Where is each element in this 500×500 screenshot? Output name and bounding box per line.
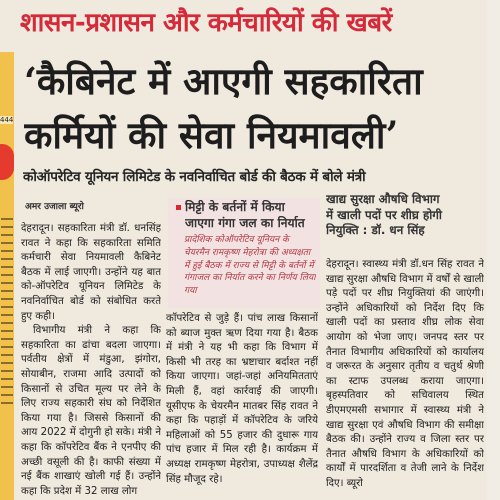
article-paragraph: कॉपरेटिव से जुड़े हैं। पांच लाख किसानों को ब्याज मुक्त ऋण दिया गया है। बैठक में मंत्री ने यह भी कहा कि विभाग में किसी भी तरह का भ्रष्टाचार बर्दाश्त नहीं किया जाएगा। जहां-जहां अनियमितताएं मिली हैं, वहां कार्रवाई की जाएगी। यूसीएफ के चेयरमैन मातबर सिंह रावत ने कहा कि पहाड़ों में कॉपरेटिव के जरिये महिलाओं को 55 हजार की दुधारू गाय पांच हजार में मिल रही है। कार्यक्रम में अध्यक्ष रामकृष्ण मेहरोत्रा, उपाध्यक्ष शैलेंद्र सिंह मौजूद रहे।: [166, 313, 318, 485]
box-title-line: मिट्टी के बर्तनों में किया: [185, 200, 285, 214]
headline-line: ‘कैबिनेट में आएगी सहकारिता: [24, 59, 423, 103]
red-badge-icon: [0, 144, 14, 180]
article-column-left: [21, 222, 161, 498]
box-title: [185, 200, 320, 231]
side-news-box: [168, 198, 320, 308]
headline-line: कर्मियों की सेवा नियमावली’: [24, 113, 399, 157]
box-text: प्रादेशिक कोऑपरेटिव यूनियन के चेयरमैन रामकृष्ण मेहरोत्रा की अध्यक्षता में हुई बैठक में राज्य से मिट्टी के बर्तनों में गंगाजल का निर्यात करने का निर्णय लिया गया: [184, 235, 316, 297]
section-title: शासन-प्रशासन और कर्मचारियों की खबरें: [20, 8, 392, 38]
right-headline-line: नियुक्ति : डॉ. धन सिंह: [326, 223, 425, 237]
main-headline: [24, 54, 484, 162]
article-paragraph: देहरादून। स्वास्थ्य मंत्री डॉ.धन सिंह रावत ने खाद्य सुरक्षा औषधि विभाग में वर्षों से खाली पड़े पदों पर शीघ्र नियुक्तियां की जाएंगी। उन्होंने अधिकारियों को निर्देश दिए कि खाली पदों का प्रस्ताव शीघ्र लोक सेवा आयोग को भेजा जाए। जनपद स्तर पर तैनात विभागीय अधिकारियों को कार्यालय व जरूरत के अनुसार तृतीय व चतुर्थ श्रेणी का स्टाफ उपलब्ध कराया जाएगा। बृहस्पतिवार को सचिवालय स्थित डीएमएमसी सभागार में स्वास्थ्य मंत्री ने खाद्य सुरक्षा एवं औषधि विभाग की समीक्षा बैठक की। उन्होंने राज्य व जिला स्तर पर तैनात औषधि विभाग के अधिकारियों को कार्यों में पारदर्शिता व तेजी लाने के निर्देश दिए। ब्यूरो: [326, 259, 484, 489]
red-square-icon: [176, 205, 181, 210]
right-article-headline: [326, 192, 486, 239]
adjacent-page-edge: [487, 0, 500, 500]
article-paragraph: विभागीय मंत्री ने कहा कि सहकारिता का ढांचा बदला जाएगा। पर्वतीय क्षेत्रों में मंडुआ, झंगोरा, सोयाबीन, राजमा आदि उत्पादों को किसानों से उचित मूल्य पर लेने के लिए राज्य सहकारी संघ को निर्देशित किया गया है। जिससे किसानों की आय 2022 में दोगुनी हो सके। मंत्री ने कहा कि कॉपरेटिव बैंक ने एनपीए की अच्छी वसूली की है। काफी संख्या में नई बैंक शाखाएं खोली गई हैं। उन्होंने कहा कि प्रदेश में 32 लाख लोग: [21, 325, 161, 497]
box-title-line: जाएगा गंगा जल का निर्यात: [185, 215, 305, 230]
left-strip-text-lines: [1, 212, 13, 410]
article-column-right: [326, 258, 484, 498]
left-page-strip: [0, 52, 14, 500]
article-column-middle: [166, 312, 318, 498]
left-strip-number: 444: [0, 116, 14, 124]
subheadline: कोऑपरेटिव यूनियन लिमिटेड के नवनिर्वाचित बोर्ड की बैठक में बोले मंत्री: [23, 169, 366, 185]
byline: अमर उजाला ब्यूरो: [25, 202, 84, 212]
right-headline-line: में खाली पदों पर शीघ्र होगी: [326, 207, 442, 222]
article-paragraph: देहरादून। सहकारिता मंत्री डॉ. धनसिंह रावत ने कहा कि सहकारिता समिति कर्मचारी सेवा नियमावली कैबिनेट बैठक में लाई जाएगी। उन्होंने यह बात को-ऑपरेटिव यूनियन लिमिटेड के नवनिर्वाचित बोर्ड को संबोधित करते हुए कही।: [21, 223, 161, 322]
right-headline-line: खाद्य सुरक्षा औषधि विभाग: [326, 192, 440, 206]
